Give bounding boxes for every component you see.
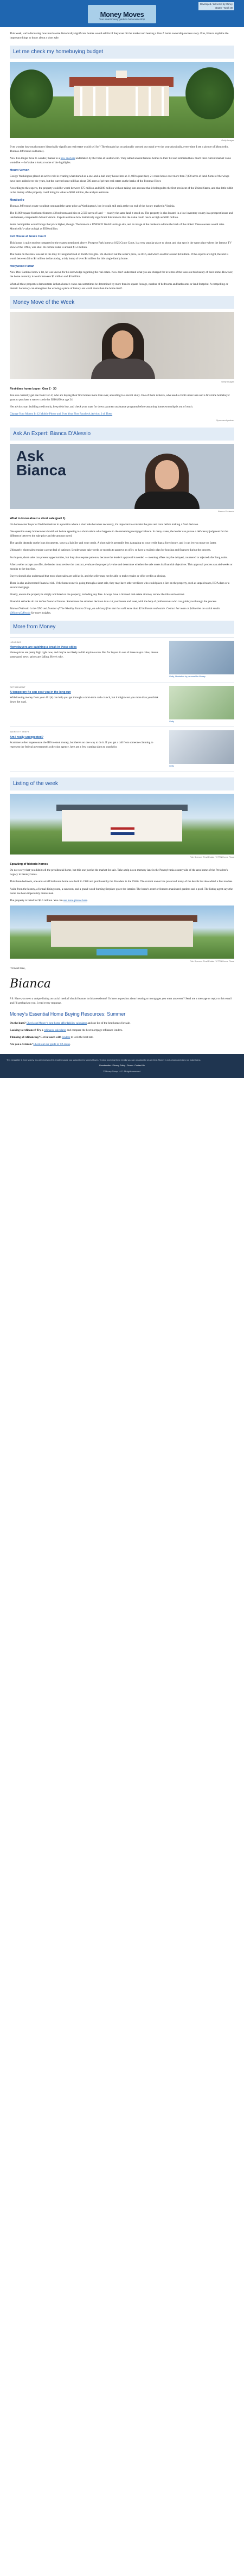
paragraph: You can currently get one from Gen Z, who are buying their first homes more than ever, according to a recent study. One of them is Keira, who used a credit union loan and a first-time homebuyer grant to purchase a starter condo for $210,000 at age 24. (10, 393, 230, 401)
article-link[interactable]: Change Your Money In 12 Mobile Phone and Ever Your First Paycheck Advice: 2 of Them (10, 412, 113, 416)
paragraph: The upside depends on the loan documents, your tax liability and your credit. A short sale is generally less damaging to your credit than a foreclosure, and it can let you move on faster. (10, 541, 217, 545)
paragraph: What all these properties demonstrate is that a home's value can sometimes be determined by more than its square footage, number of bedrooms and bathrooms or land footprint. A compelling or historic backstory can strengthen the wowing a piece of history are worth more than the home itself. (10, 282, 228, 290)
item-title-link[interactable]: Am I really unexpected? (10, 735, 44, 739)
item-caption: Getty (169, 765, 175, 768)
paragraph: Financial setbacks do not define financial futures. Sometimes the smartest decision is to cut your losses and reset, with the help of professionals who can guide you through the process. (10, 600, 217, 603)
author-bio: Bianca D'Alessio is the CEO and founder of The Wealthy Estates Group, an advisory firm that has sold more than $2 billion in real estate. Contact her team or follow her on social media @BiancaDAlessio for more insights. (10, 607, 220, 615)
column (106, 87, 108, 116)
column (136, 87, 138, 116)
signoff: 'Til next time, (10, 966, 25, 970)
paragraph: George Washington placed an active role in creating what started as a one-and-a-half story house into an 11,028 square feet, 21-room house over more than 7,000 acres of land. Some of the wings have been added over the years, but the current home still has about 500 acres of private real estate on the banks of the Potomac River. (10, 175, 229, 183)
list-item[interactable] (10, 637, 234, 683)
badge-line-1: Developed / delivered by Money (200, 3, 233, 5)
resource-line: Thinking of refinancing? Get in touch with lenders to lock the best rate. (10, 1036, 94, 1040)
bianca-face (155, 460, 179, 489)
more-from-money-list (10, 637, 234, 773)
image-credit: Getty Images (221, 138, 234, 142)
signature: Bianca (10, 977, 51, 991)
subheading-full-house: Full House at Grace Court (10, 235, 46, 239)
paragraph: Do not worry that you didn't sell the presidential home, but this one just hit the market for sale. Take a trip down memory lane in the Pennsylvania countryside of the area home of the President's Legacy in Pennsylvania. (10, 869, 228, 877)
estate-body (51, 921, 193, 947)
paragraph: After a seller accepts an offer, the lender must review the contract, evaluate the property's value and determine whether the sale meets its financial objectives. This approval process can add weeks or months to the timeline. (10, 563, 233, 571)
subheading-short-sale: What to know about a short sale (part 1) (10, 517, 66, 520)
cupola (116, 71, 127, 78)
sponsor-credit: Sponsored partner (216, 418, 234, 422)
tree-right (185, 67, 234, 119)
historic-house-image (10, 62, 234, 138)
paragraph: Her advice: start building credit early, keep debt low, and check your state for down payment assistance programs before assuming homeownership is out of reach. (10, 405, 193, 409)
section-heading-money-move: Money Move of the Week (10, 296, 234, 309)
paragraph: Thomas Jefferson's estate wouldn't command the same price as Washington's, but it would still rank at the top end of the luxury market in Virginia. (10, 205, 175, 208)
listing-pool-image (10, 906, 234, 959)
paragraph: For buyers, short sales can present opportunities, but they also require patience, because the lender's approval is needed — meaning offers may be delayed, countered or rejected after long waits. (10, 556, 228, 559)
resource-line: Looking to refinance? Try a refinance calculator and compare the best mortgage refinance lenders. (10, 1029, 123, 1032)
paragraph: Ultimately, short sales require a great deal of patience. Lenders may take weeks or months to approve an offer, so have a realistic plan for housing and finances during the process. (10, 549, 211, 552)
item-kicker: RETIREMENT (10, 685, 25, 688)
intro-paragraph: This week, we're discussing how much some historically significant homes would sell for if they ever hit the market and hearing a Gen Z home ownership success story. Plus, Bianca explains the important things to know about a short sale. (10, 32, 229, 40)
paragraph: This house is quite modest compared to the estates mentioned above. Prospect Park home at 1825 Grace Court, is a very popular place to shoot, and that spot is the same place where the famous TV show of the 1990s, was shot. Its current value is around $1.2 million. (10, 241, 232, 249)
paragraph: I'm homeowner buyer or find themselves in a position where a short sale becomes necessary, it's important to consider the pros and cons before making a final decision. (10, 523, 199, 527)
column (93, 87, 95, 116)
item-title-link[interactable]: A temporary fix can cost you in the long run (10, 690, 71, 694)
header-badge (198, 2, 234, 10)
item-thumbnail[interactable] (169, 641, 234, 674)
list-item[interactable] (10, 727, 234, 772)
image-credit: Bianca D'Alessio (218, 509, 234, 513)
money-moves-logo[interactable] (88, 5, 156, 23)
item-caption: Getty, Illustration by personal for Money (169, 675, 206, 678)
subheading-first-time-buyer: First-time home buyer: Gen Z · 30 (10, 387, 56, 391)
section-heading-listing: Listing of the week (10, 777, 234, 790)
paragraph: Now I no longer have to wonder, thanks to a new analysis undertaken by the folks at Realtor.com. They added several famous homes to their list and estimated how much their current market value would be — let's take a look at some of the highlights. (10, 156, 231, 164)
item-thumbnail[interactable] (169, 730, 234, 764)
column (80, 87, 82, 116)
item-kicker: IDENTITY THEFT (10, 730, 30, 734)
image-credit: Rob Spencer Real Estate / KTTN Home Place (190, 959, 234, 962)
item-body: Withdrawing money from your 401(k) can help you get through a short-term cash crunch, but it might cost you more than you think down the road. (10, 696, 158, 704)
item-thumbnail[interactable] (169, 686, 234, 719)
column (162, 87, 164, 116)
refinance-calculator-link[interactable]: refinance calculator (43, 1029, 67, 1032)
paragraph: According to the experts, the property could be worth between $75 million and $100 million without taking into account that it belonged to the first president of the United States, and that little tidbit in the history of the property could bring its value to $500 million, the analysts estimate. (10, 186, 233, 194)
image-credit: Rob Spencer Real Estate / KTTN Home Place (190, 855, 234, 858)
logo-subtitle: Your smart money guide to homeownership (99, 18, 145, 21)
resource-line: Are you a veteran? Check out our guide to VA loans. (10, 1043, 71, 1047)
ask-bianca-image (10, 444, 234, 509)
item-body: Home prices are pretty high right now, and they're not likely to fall anytime soon. But for buyers in one of these major cities, there's some good news: prices are falling. Here's why. (10, 651, 158, 659)
section-heading-budget: Let me check my homebuying budget (10, 46, 234, 59)
newsletter-footer (0, 1054, 244, 1077)
paragraph (10, 412, 234, 416)
item-title-link[interactable]: Homebuyers are catching a break in these cities (10, 645, 77, 649)
subheading-monticello: Monticello (10, 198, 24, 202)
logo-title: Money Moves (100, 10, 144, 18)
item-body: Scammers often impersonate the IRS to steal money, but there's no one way to do it. If you get a call from someone claiming to represent the federal government's collection agency, here are a few warning signs to watch for. (10, 741, 153, 749)
va-loans-link[interactable]: Check out our guide to VA loans (33, 1043, 70, 1047)
flag-bunting (111, 827, 134, 835)
bianca-social-link[interactable]: @BiancaDAlessio (10, 611, 31, 615)
newsletter-header (0, 0, 244, 27)
column (149, 87, 151, 116)
lenders-link[interactable]: lenders (62, 1036, 70, 1040)
paragraph: Some homophiles would forego that price higher, though. The home is a UNESCO World Heritage site, and its image at the residence adorns the back of the nickel. These owners would raise Monticello's value as high as $500 million. (10, 223, 224, 231)
paragraph: Buyers should also understand that most short sales are sold as-is, and the seller may not be able to make repairs or offer credits at closing. (10, 574, 166, 578)
resources-heading: Money's Essential Home Buying Resources: Summer (10, 1011, 126, 1017)
paragraph: The home on the show was set in the tony SF neighborhood of Pacific Heights. We checked out the seller's price, in 2016, and which sold for around $4 million. If the experts are right, the unit is worth between $3 to $4 million dollars today, a tidy bump of over $4 million for this single-family home. (10, 252, 229, 260)
paragraph: The property is listed for $3.5 million. You can see more photos here. (10, 898, 88, 902)
footer-text: This newsletter is from Money. You are receiving this email because you subscribed to Money Moves. To stop receiving these emails you can unsubscribe at any time. Money is not a bank and does not make loans. (7, 1059, 201, 1062)
tree-left (10, 69, 53, 118)
subheading-mount-vernon: Mount Vernon (10, 169, 29, 173)
postscript: P.S. Have you seen a unique listing on social media I should feature in this newsletter? Or have a question about housing or mortgages you want answered? Send me a message or reply to this email and I'll get back to you. I read every response. (10, 997, 232, 1005)
listing-photos-link[interactable]: see more photos here (63, 898, 87, 902)
footer-links[interactable]: Unsubscribe · Privacy Policy · Terms · Contact Us (99, 1064, 145, 1067)
affordability-calculator-link[interactable]: Check out Money's best home affordability calculator (26, 1022, 87, 1025)
section-heading-more-from-money: More from Money (10, 621, 234, 634)
estate-body (62, 810, 182, 841)
image-credit: Getty Images (221, 380, 234, 384)
pool (97, 949, 147, 955)
paragraph: The 11,000 square foot home features 43 bedrooms and sits on 2,500 acres of land — exactly the same land it stood on. The property is also located in a low inventory county in a prospect house and land release, compared to Mount Vernon. Experts estimate how historically significant this home is that the value could reach as high as $300 million. (10, 212, 233, 220)
paragraph: Aside from the history, a formal dining room, a sunroom, and a grand wood-burning fireplace grace the interior. The home's exterior features manicured gardens and a pool. The listing agent says the home has been impeccably maintained. (10, 887, 233, 895)
listing-exterior-image (10, 794, 234, 855)
portrait-coat (91, 359, 155, 379)
paragraph: This three-bedroom, one-and-a-half bathroom home was built in 1928 and purchased by the President in the 1940s. The current owner has preserved many of the details but also added a few touches. (10, 880, 233, 884)
badge-line-2: (Date) · Week 38 (215, 6, 233, 9)
item-caption: Getty (169, 720, 175, 723)
ask-bianca-wordmark: Ask Bianca (16, 447, 66, 479)
paragraph: Finally, ensure the property is simply not listed on the property, including any fees. Always have a licensed real estate attorney review the title and contract. (10, 592, 185, 596)
subheading-historic-homes: Speaking of historic homes (10, 862, 48, 866)
resource-line: On the hunt? Check out Money's best home affordability calculator and our list of the best homes for sale. (10, 1022, 131, 1025)
house-body (74, 86, 169, 116)
paragraph: Now Desi Cardinal knew a lot, he was known for his knowledge regarding the real estate. Now don't understand what you are charged for in terms of the taxes on this beauty of their home. However, the home currently is worth between $2 million and $3 million. (10, 271, 233, 279)
paragraph: One question every homeowner should ask before agreeing to a short sale is what happens to the remaining mortgage balance. In many states, the lender can pursue a deficiency judgment for the difference between the sale price and the amount owed. (10, 530, 228, 538)
item-kicker: HOUSING (10, 640, 21, 643)
paragraph: Ever wonder how much money historically significant real estate would sell for? The thought has occasionally crossed our mind over the years (typically, every time I see a picture of Monticello, Thomas Jefferson's old home). (10, 145, 229, 153)
new-analysis-link[interactable]: new analysis (60, 156, 75, 160)
portrait-face (112, 330, 133, 359)
section-heading-ask-expert: Ask An Expert: Bianca D'Alessio (10, 428, 234, 441)
footer-copyright: © Money Group, LLC. All rights reserved. (103, 1070, 141, 1073)
list-item[interactable] (10, 683, 234, 728)
bianca-coat (134, 492, 200, 509)
gen-z-buyer-photo (10, 312, 234, 379)
subheading-hollywood: Hollywood Pariah (10, 265, 35, 268)
paragraph: There is also an increased financial risk. If the homeowner is going through a short sale, they may have other creditors who could place a lien on the property, such as unpaid taxes, HOA dues or a second mortgage. (10, 581, 230, 589)
